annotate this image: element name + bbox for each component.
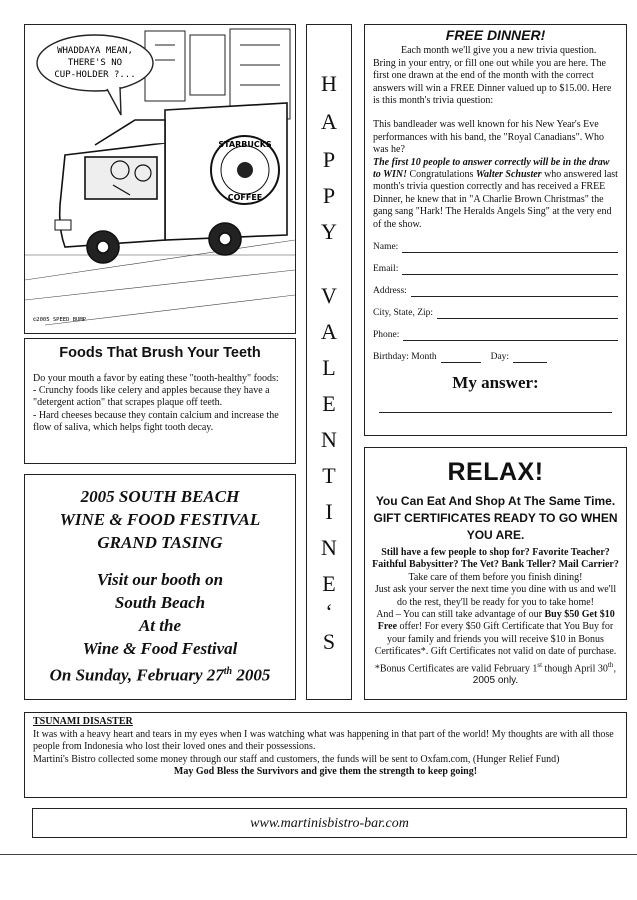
website-url[interactable]: www.martinisbistro-bar.com [32, 808, 627, 838]
birthday-day-label: Day: [490, 351, 510, 362]
festival-title-line: WINE & FOOD FESTIVAL [59, 510, 261, 529]
festival-visit-line: South Beach [114, 593, 206, 612]
festival-date-sup: th [223, 666, 233, 677]
tsunami-bless: May God Bless the Survivors and give them the strength to keep going! [173, 766, 478, 777]
tsunami-title: TSUNAMI DISASTER [33, 716, 133, 727]
name-line[interactable] [402, 242, 618, 253]
birthday-month-label: Birthday: Month [373, 351, 437, 362]
festival-title-line: 2005 SOUTH BEACH [80, 487, 240, 506]
banner-letter: N [321, 427, 337, 452]
address-line[interactable] [411, 286, 618, 297]
address-field[interactable] [373, 285, 618, 297]
banner-letter: A [321, 109, 337, 134]
winner-name: Walter Schuster [475, 169, 542, 181]
banner-letter: V [321, 283, 337, 308]
free-dinner-intro: Each month we'll give you a new trivia question. Bring in your entry, or fill one out while you are here. The first one drawn at the end of the month with the correct answers will win a FREE Dinner valued up to $15.00. Here is this month's trivia question: [373, 45, 612, 107]
banner-letter: ‘ [325, 599, 333, 624]
comic-panel [24, 24, 296, 334]
trivia-question: This bandleader was well known for his New Year's Eve performances with his band, the "Royal Canadians". Who was he? [373, 119, 604, 156]
foods-intro: Do your mouth a favor by eating these "tooth-healthy" foods: [33, 373, 279, 384]
congrats-rest: who answered last month's trivia question correctly and has received a FREE Dinner, he knew that in "A Charlie Brown Christmas" the gang sang "Hark! The Heralds Angels Sing" at the very end of the show. [373, 169, 618, 230]
comic-credit: ©2005 SPEED BUMP [33, 317, 86, 323]
relax-offer-end: , 2005 only. [472, 662, 617, 687]
relax-line-2: Take care of them before you finish dining! [408, 571, 583, 583]
festival-panel [24, 474, 296, 700]
foods-item-1: - Crunchy foods like celery and apples because they have a "detergent action" that scrapes plaque off teeth. [33, 385, 270, 409]
foods-panel [24, 338, 296, 464]
tsunami-line-1: It was with a heavy heart and tears in my eyes when I was watching what was happening in that part of the world! My thoughts are with all those people from Indonesia who lost their loved ones and their possessions. [33, 728, 614, 752]
festival-visit-line: Wine & Food Festival [82, 639, 238, 658]
banner-letter: P [322, 147, 336, 172]
birthday-day-line[interactable] [513, 352, 547, 363]
relax-subtitle: You Can Eat And Shop At The Same Time. GIFT CERTIFICATES READY TO GO WHEN YOU ARE. [373, 494, 618, 542]
festival-visit-line: At the [138, 616, 182, 635]
tsunami-line-2: Martini's Bistro collected some money through our staff and customers, the funds will be sent to Oxfam.com, (Hunger Relief Fund) [33, 753, 560, 765]
email-line[interactable] [402, 264, 618, 275]
city-label: City, State, Zip: [373, 307, 434, 318]
festival-date-prefix: On Sunday, February 27 [49, 665, 224, 685]
phone-label: Phone: [373, 329, 400, 340]
comic-illustration [25, 25, 295, 333]
relax-offer [371, 609, 620, 688]
banner-letter: T [322, 463, 336, 488]
congrats-prefix: Congratulations [407, 169, 476, 181]
banner-letter: E [322, 391, 336, 416]
banner-letter: P [322, 183, 336, 208]
truck-logo-bottom: COFFEE [227, 193, 263, 202]
birthday-month-line[interactable] [441, 352, 481, 363]
city-line[interactable] [437, 308, 618, 319]
banner-letter: N [321, 535, 337, 560]
banner-letter: Y [321, 219, 337, 244]
email-label: Email: [373, 263, 399, 274]
bottom-divider [0, 854, 637, 855]
relax-title: RELAX! [447, 458, 544, 486]
relax-offer-mid: though April 30 [542, 662, 608, 674]
first-ten-note: The first 10 people to answer correctly will be in the draw to WIN! [373, 156, 610, 181]
banner-letter: I [325, 499, 333, 524]
free-dinner-title: FREE DINNER! [445, 27, 546, 43]
festival-date-suffix: 2005 [232, 665, 271, 685]
relax-line-3: Just ask your server the next time you dine with us and we'll do the rest, they'll be ready for you to take home! [374, 584, 617, 608]
festival-visit-line: Visit our booth on [96, 570, 224, 589]
banner-letter: A [321, 319, 337, 344]
happy-valentines-banner [306, 24, 352, 700]
festival-title-line: GRAND TASING [97, 533, 223, 552]
banner-letter: H [321, 71, 337, 96]
relax-panel [364, 447, 627, 700]
birthday-field[interactable] [373, 351, 618, 363]
festival-date [25, 660, 295, 687]
relax-sup-2: th [607, 660, 614, 669]
relax-line-1: Still have a few people to shop for? Favorite Teacher? Faithful Babysitter? The Vet? Bank Teller? Mail Carrier? [372, 547, 619, 571]
my-answer-label: My answer: [452, 373, 539, 393]
relax-offer-prefix: And – You can still take advantage of our [376, 609, 545, 621]
banner-letter: L [322, 355, 336, 380]
speech-line-2: THERE'S NO [67, 58, 123, 68]
trivia-question-block [373, 119, 618, 231]
free-dinner-panel [364, 24, 627, 436]
name-label: Name: [373, 241, 399, 252]
address-label: Address: [373, 285, 407, 296]
relax-offer-bold: Buy $50 Get $10 Free [377, 609, 615, 633]
banner-letter: E [322, 571, 336, 596]
phone-field[interactable] [373, 329, 618, 341]
speech-line-3: CUP-HOLDER ?... [54, 70, 136, 80]
foods-item-2: - Hard cheeses because they contain calcium and increase the flow of saliva, which helps fight tooth decay. [33, 409, 279, 433]
speech-line-1: WHADDAYA MEAN, [57, 46, 133, 56]
tsunami-panel [24, 712, 627, 798]
phone-line[interactable] [403, 330, 618, 341]
name-field[interactable] [373, 241, 618, 253]
relax-offer-rest: offer! For every $50 Gift Certificate that You Buy for your family and friends you will receive $10 in Bonus Certificates*. Gift Certificates not valid on date of purchase. *Bonus Certificates are valid February 1 [374, 621, 617, 674]
city-field[interactable] [373, 307, 618, 319]
banner-letter: S [322, 629, 336, 654]
email-field[interactable] [373, 263, 618, 275]
foods-title: Foods That Brush Your Teeth [59, 345, 261, 361]
relax-sup-1: st [537, 660, 543, 669]
answer-line[interactable] [379, 412, 612, 413]
truck-logo-top: STARBUCKS [218, 140, 272, 149]
